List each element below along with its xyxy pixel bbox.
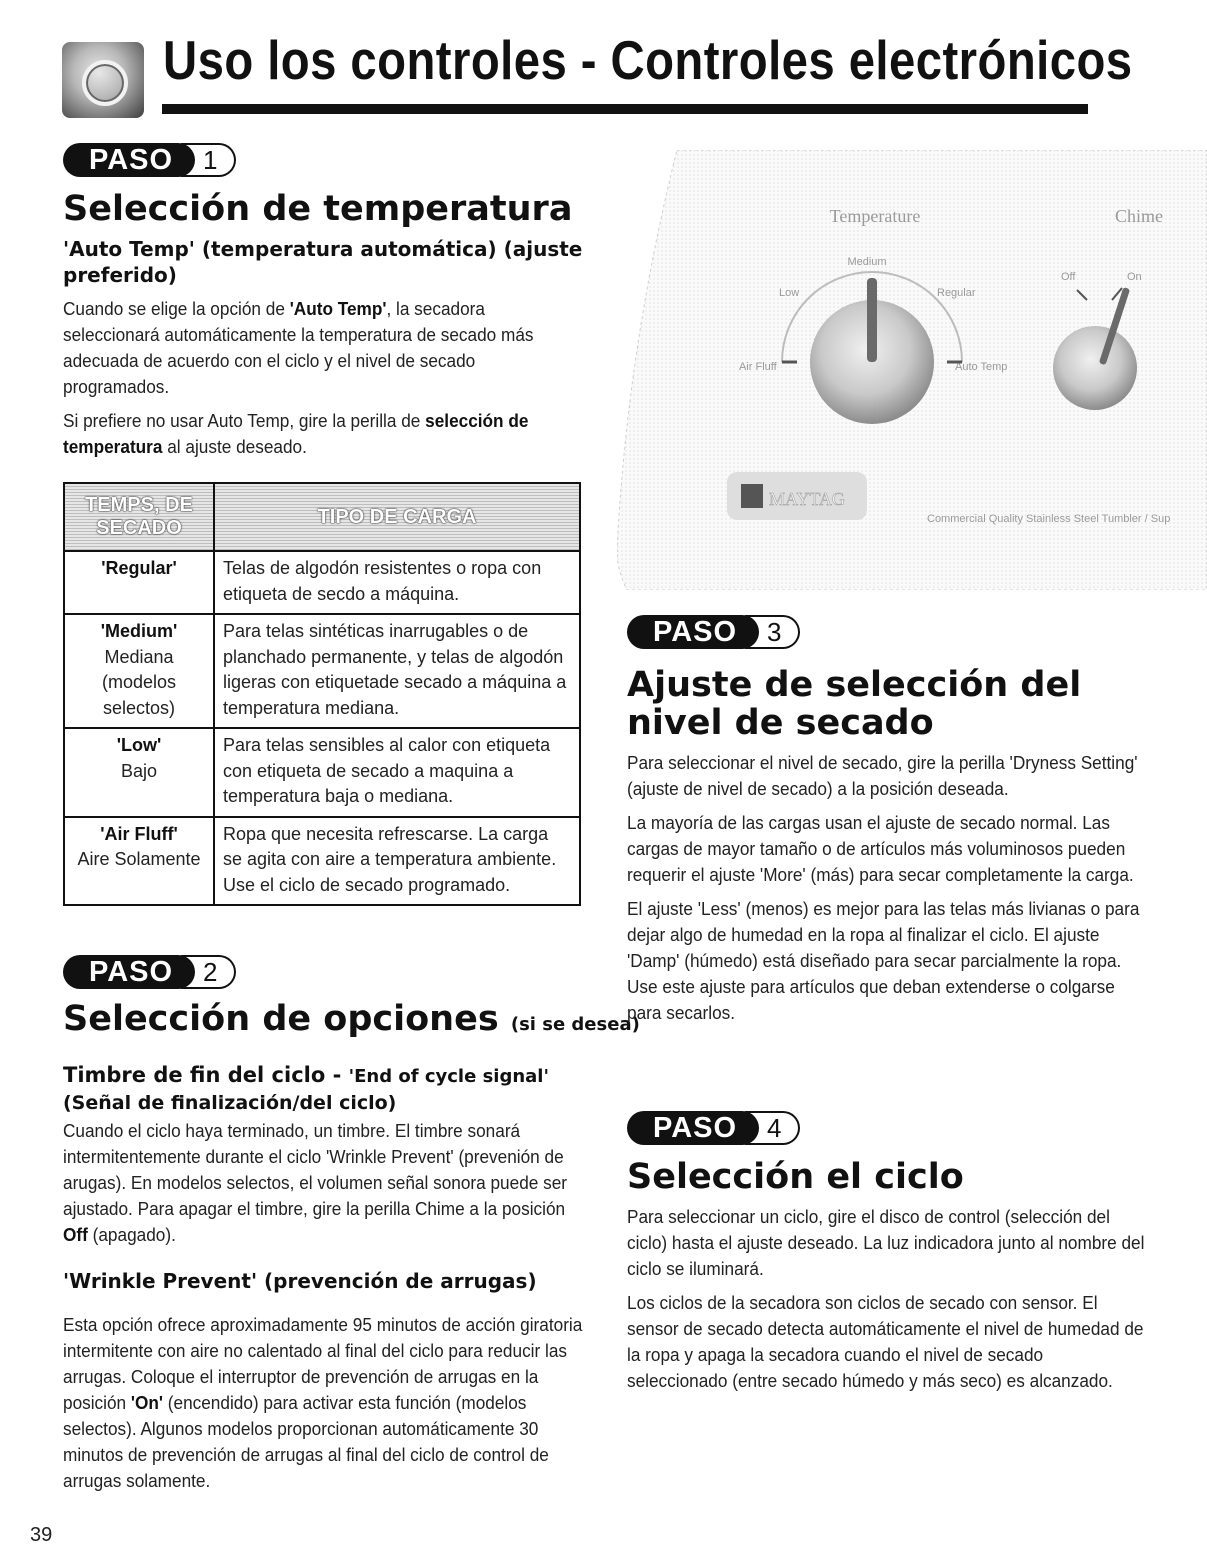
air-fluff-label: Air Fluff	[739, 361, 777, 373]
temp-desc: Para telas sensibles al calor con etiqueta con etiqueta de secado a maquina a temperatura baja o mediana.	[214, 728, 580, 817]
paragraph: Cuando se elige la opción de 'Auto Temp', la secadora seleccionará automáticamente la temperatura de secado más adecuada de acuerdo con el ciclo y el nivel de secado programados.	[63, 298, 534, 397]
page-title: Uso los controles - Controles electrónicos	[163, 29, 1133, 91]
section-subheading-2: (Señal de finalización/del ciclo)	[63, 1092, 397, 1114]
temp-key: 'Medium'	[100, 621, 178, 641]
paragraph: Para seleccionar un ciclo, gire el disco de control (selección del ciclo) hasta el ajuste deseado. La luz indicadora junto al nombre del ciclo se iluminará.	[627, 1206, 1145, 1279]
paso-2-section	[63, 999, 640, 1494]
control-panel-svg	[617, 150, 1207, 590]
paso-label: PASO	[63, 955, 195, 989]
title-rule	[162, 104, 1088, 114]
temp-key: 'Regular'	[101, 558, 177, 578]
table-row	[64, 551, 580, 614]
control-panel-illustration	[617, 150, 1207, 590]
paso-label: PASO	[63, 143, 195, 177]
temperature-table	[63, 482, 581, 906]
section-subheading: 'Wrinkle Prevent' (prevención de arrugas)	[63, 1269, 537, 1293]
regular-label: Regular	[937, 287, 976, 299]
on-label: On	[1127, 271, 1142, 283]
paragraph: Cuando el ciclo haya terminado, un timbre. El timbre sonará intermitentemente durante el ciclo 'Wrinkle Prevent' (prevenión de arugas). En modelos selectos, el volumen señal sonora puede ser ajustado. Para apagar el timbre, gire la perilla Chime a la posición Off (apagado).	[63, 1120, 568, 1245]
temp-key: 'Low'	[116, 735, 162, 755]
paso-number: 1	[181, 143, 235, 177]
section-heading: Selección el ciclo	[627, 1157, 964, 1197]
paso-number: 2	[181, 955, 235, 989]
section-heading: Selección de opciones (si se desea)	[63, 999, 640, 1039]
tagline: Commercial Quality Stainless Steel Tumbler / Sup	[927, 513, 1171, 525]
paragraph: Esta opción ofrece aproximadamente 95 minutos de acción giratoria intermitente con aire no calentado al final del ciclo para reducir las arrugas. Coloque el interruptor de prevención de arrugas en la posición 'On' (encendido) para activar esta función (modelos selectos). Algunos modelos proporcionan automáticamente 30 minutos de prevención de arrugas al final del ciclo de control de arrugas solamente.	[63, 1314, 583, 1491]
paso-1-badge	[63, 143, 236, 177]
temp-desc: Para telas sintéticas inarrugables o de planchado permanente, y telas de algodón ligeras con etiquetade secado a máquina a temperatura mediana.	[214, 614, 580, 728]
paragraph: El ajuste 'Less' (menos) es mejor para las telas más livianas o para dejar algo de humedad en la ropa al finalizar el ciclo. El ajuste 'Damp' (húmedo) está diseñado para secar parcialmente la ropa. Use este ajuste para artículos que deban extenderse o colgarse para secarlos.	[627, 898, 1140, 1023]
temp-desc: Telas de algodón resistentes o ropa con etiqueta de secdo a máquina.	[214, 551, 580, 614]
section-subheading: Timbre de fin del ciclo - 'End of cycle signal'	[63, 1063, 549, 1087]
off-label: Off	[1061, 271, 1076, 283]
chime-knob	[1053, 326, 1137, 410]
section-subheading: 'Auto Temp' (temperatura automática) (ajuste preferido)	[63, 237, 583, 287]
section-heading: Selección de temperatura	[63, 189, 573, 229]
paso-number: 4	[745, 1111, 799, 1145]
paragraph: Para seleccionar el nivel de secado, gire la perilla 'Dryness Setting' (ajuste de nivel de secado) a la posición deseada.	[627, 752, 1138, 799]
medium-label: Medium	[847, 256, 887, 268]
table-row: 'Air Fluff' Aire Solamente Ropa que necesita refrescarse. La carga se agita con aire a temperatura ambiente. Use el ciclo de secado programado.	[64, 817, 580, 906]
auto-temp-label: Auto Temp	[955, 361, 1008, 373]
paragraph: Si prefiere no usar Auto Temp, gire la perilla de selección de temperatura al ajuste deseado.	[63, 410, 529, 457]
paragraph: Los ciclos de la secadora son ciclos de secado con sensor. El sensor de secado detecta automáticamente el nivel de humedad de la ropa y apaga la secadora cuando el nivel de secado seleccionado (entre secado húmedo y más seco) es alcanzado.	[627, 1292, 1144, 1391]
paso-label: PASO	[627, 1111, 759, 1145]
table-row: 'Medium' Mediana (modelos selectos) Para telas sintéticas inarrugables o de planchado permanente, y telas de algodón ligeras con etiquetade secado a máquina a temperatura mediana.	[64, 614, 580, 728]
low-label: Low	[779, 287, 800, 299]
paso-1-section	[63, 190, 593, 460]
page-number: 39	[30, 1524, 53, 1546]
paso-label: PASO	[627, 615, 759, 649]
paso-4-section	[627, 1158, 1167, 1394]
paso-3-badge	[627, 615, 800, 649]
table-header-temps: TEMPS, DE SECADO	[64, 483, 214, 551]
brand-logo: MAYTAG	[769, 489, 845, 509]
paso-3-section	[627, 666, 1167, 1026]
section-heading: Ajuste de selección del nivel de secado	[627, 665, 1082, 743]
temp-key: 'Air Fluff'	[100, 823, 178, 844]
table-header-tipo: TIPO DE CARGA	[214, 483, 580, 551]
paragraph: La mayoría de las cargas usan el ajuste de secado normal. Las cargas de mayor tamaño o de artículos más voluminosos pueden requerir el ajuste 'More' (más) para secar completamente la carga.	[627, 812, 1134, 885]
paso-2-badge	[63, 955, 236, 989]
temp-desc: Ropa que necesita refrescarse. La carga se agita con aire a temperatura ambiente. Use el ciclo de secado programado.	[214, 817, 580, 906]
chime-label: Chime	[1115, 206, 1163, 226]
paso-4-badge	[627, 1111, 800, 1145]
table-row: 'Low' Bajo Para telas sensibles al calor con etiqueta con etiqueta de secado a maquina a temperatura baja o mediana.	[64, 728, 580, 817]
temperature-knob-pointer	[867, 278, 877, 362]
paso-number: 3	[745, 615, 799, 649]
temperature-label: Temperature	[829, 206, 921, 226]
control-knob-icon	[62, 42, 144, 118]
